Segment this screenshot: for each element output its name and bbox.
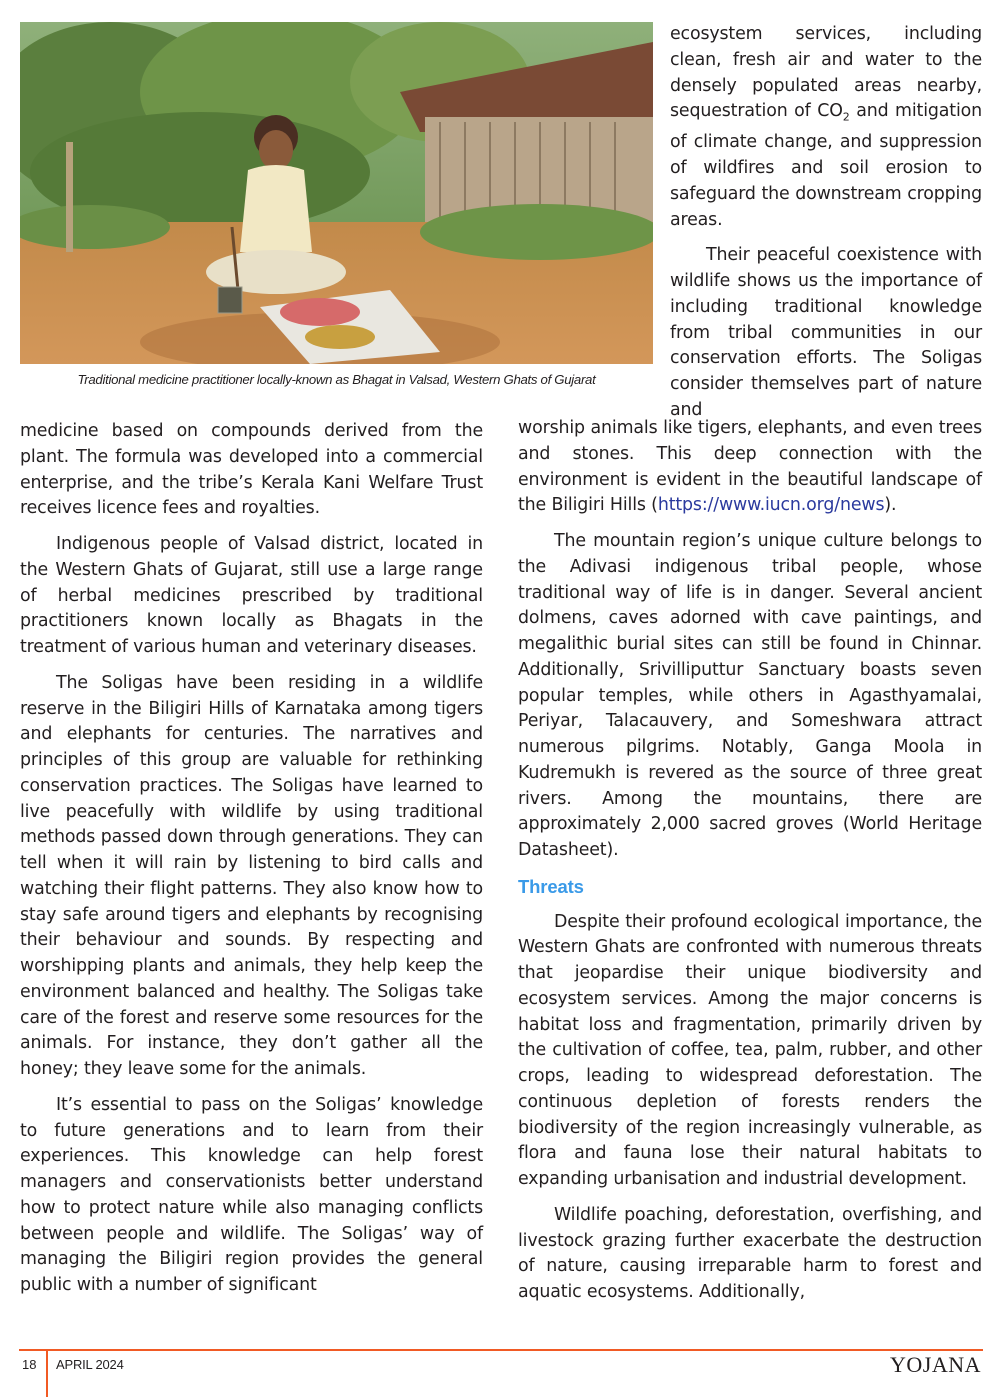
figure-caption: Traditional medicine practitioner locally-known as Bhagat in Valsad, Western Ghats of Gujarat — [77, 372, 596, 387]
publication-name: YOJANA — [890, 1352, 981, 1377]
text-run: ). — [884, 495, 897, 516]
subscript: 2 — [842, 110, 850, 124]
right-column — [518, 416, 982, 1306]
paragraph: Their peaceful coexistence with wildlife shows us the importance of including traditional knowledge from tribal communities in our conservation efforts. The Soligas consider themselves part of nature and — [670, 245, 982, 420]
iucn-link[interactable]: https://www.iucn.org/news — [657, 495, 885, 516]
text-run: worship animals like tigers, elephants, and even trees and stones. This deep connection with the environment is evident in the beautiful landscape of the Biligiri Hills ( — [518, 418, 982, 516]
paragraph: Indigenous people of Valsad district, located in the Western Ghats of Gujarat, still use a large range of herbal medicines prescribed by traditional practitioners known locally as Bhagats in the treatment of various human and veterinary diseases. — [20, 534, 483, 657]
section-heading-threats: Threats — [518, 875, 584, 897]
paragraph: The mountain region’s unique culture belongs to the Adivasi indigenous tribal people, whose traditional way of life is in danger. Several ancient dolmens, caves adorned with cave paintings, and megalithic burial sites can still be found in Chinnar. Additionally, Srivilliputtur Sanctuary boasts seven popular temples, while others in Agasthyamalai, Periyar, Talacauvery, and Someshwara attract numerous pilgrims. Notably, Ganga Moola in Kudremukh is revered as the source of three great rivers. Among the mountains, there are approximately 2,000 sacred groves (World Heritage Datasheet). — [518, 531, 982, 860]
issue-date: APRIL 2024 — [56, 1357, 124, 1372]
paragraph — [518, 416, 982, 519]
right-column-top — [670, 22, 982, 424]
page-number: 18 — [22, 1357, 37, 1372]
paragraph: Despite their profound ecological importance, the Western Ghats are confronted with numerous threats that jeopardise their unique biodiversity and ecosystem services. Among the major concerns is habitat loss and fragmentation, primarily driven by the cultivation of coffee, tea, palm, rubber, and other crops, leading to widespread deforestation. The continuous depletion of forests renders the biodiversity of the region increasingly vulnerable, as flora and fauna lose their natural habitats to expanding urbanisation and industrial development. — [518, 911, 982, 1189]
left-column — [20, 419, 483, 1299]
paragraph: It’s essential to pass on the Soligas’ knowledge to future generations and to learn from their experiences. This knowledge can help forest managers and conservationists better understand how to protect nature while also managing conflicts between people and wildlife. The Soligas’ way of managing the Biligiri region provides the general public with a number of significant — [20, 1094, 483, 1295]
paragraph — [670, 22, 982, 233]
paragraph: medicine based on compounds derived from the plant. The formula was developed into a commercial enterprise, and the tribe’s Kerala Kani Welfare Trust receives licence fees and royalties. — [20, 421, 483, 519]
footer-rule — [19, 1349, 983, 1351]
text-run: ecosystem services, including clean, fresh air and water to the densely populated areas nearby, sequestration of CO — [670, 24, 982, 122]
paragraph: The Soligas have been residing in a wildlife reserve in the Biligiri Hills of Karnataka among tigers and elephants for centuries. The narratives and principles of this group are valuable for rethinking conservation practices. The Soligas have learned to live peacefully with wildlife by using traditional methods passed down through generations. They can tell when it will rain by listening to bird calls and watching their flight patterns. They also know how to stay safe around tigers and elephants by recognising their behaviour and sounds. By respecting and worshipping plants and animals, they help keep the environment balanced and healthy. The Soligas take care of the forest and reserve some resources for the animals. For instance, they don’t gather all the honey; they leave some for the animals. — [20, 672, 483, 1079]
footer-divider — [46, 1350, 48, 1397]
text-run: and mitigation of climate change, and suppression of wildfires and soil erosion to safeguard the downstream cropping areas. — [670, 101, 982, 230]
photo-illustration — [20, 22, 653, 364]
practitioner-photo — [20, 22, 653, 364]
paragraph: Wildlife poaching, deforestation, overfishing, and livestock grazing further exacerbate the destruction of nature, causing irreparable harm to forest and aquatic ecosystems. Additionally, — [518, 1204, 982, 1302]
